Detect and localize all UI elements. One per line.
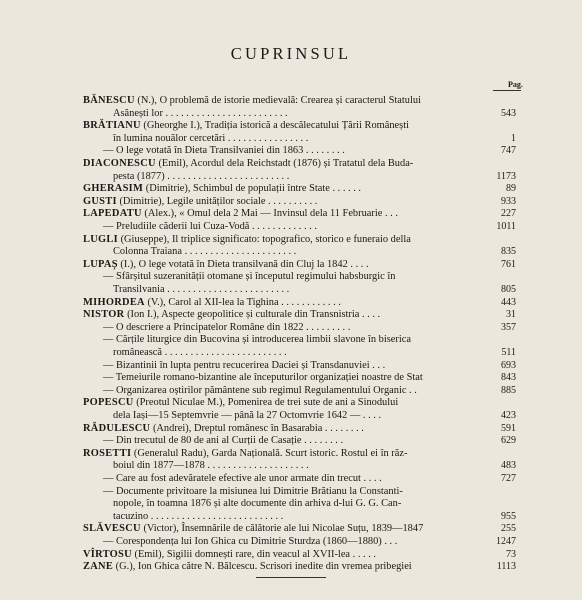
- toc-line: [0, 171, 582, 183]
- toc-title: — O lege votată în Dieta Transilvaniei din 1863 . . . . . . . .: [103, 145, 345, 157]
- toc-page-number: 73: [506, 548, 516, 560]
- toc-page-number: 1247: [496, 536, 516, 547]
- toc-entry-text: [103, 271, 395, 283]
- toc-line: [0, 234, 582, 246]
- toc-line: [0, 435, 582, 447]
- toc-entry-text: [83, 196, 317, 208]
- toc-page-number: 629: [501, 435, 516, 447]
- toc-line: [0, 385, 582, 397]
- toc-line: [0, 549, 582, 561]
- toc-entry-text: [113, 410, 381, 422]
- toc-line: [0, 360, 582, 372]
- toc-title: nopole, în toamna 1876 și alte documente din arhiva d-lui G. G. Can-: [113, 498, 402, 510]
- toc-line: [0, 120, 582, 132]
- toc-title: — Organizarea oștirilor pământene sub regimul Regulamentului Organic . .: [103, 384, 417, 396]
- toc-line: [0, 486, 582, 498]
- toc-entry-text: [113, 246, 296, 258]
- toc-entry-text: [83, 234, 411, 246]
- toc-entry-text: [113, 171, 289, 183]
- toc-page-number: 835: [501, 246, 516, 258]
- toc-line: [0, 95, 582, 107]
- toc-title: — Temeiurile romano-bizantine ale începuturilor organizației noastre de Stat: [103, 372, 423, 384]
- toc-entry-text: [83, 297, 341, 309]
- toc-line: [0, 309, 582, 321]
- toc-title: (I.), O lege votată în Dieta transilvană din Cluj la 1842 . . . .: [117, 258, 369, 270]
- toc-title: — Corespondența lui Ion Ghica cu Dimitrie Sturdza (1860—1880) . . .: [103, 536, 398, 547]
- toc-page-number: 443: [501, 296, 516, 308]
- toc-title: Colonna Traiana . . . . . . . . . . . . . . . . . . . . . .: [113, 246, 297, 258]
- toc-entry-text: [83, 523, 423, 535]
- toc-author: POPESCU: [83, 397, 134, 409]
- toc-line: [0, 523, 582, 535]
- toc-line: [0, 246, 582, 258]
- page-column-header: Pag.: [508, 80, 523, 89]
- toc-entry-text: [83, 309, 380, 321]
- toc-title: (Dimitrie), Legile unităților sociale . . . . . . . . . .: [116, 195, 318, 207]
- toc-entry-text: [83, 208, 398, 220]
- toc-title: (Emil), Sigilii domnești rare, din veacul al XVII-lea . . . . .: [131, 548, 377, 560]
- toc-line: [0, 196, 582, 208]
- toc-entry-text: [113, 284, 289, 296]
- toc-entry-text: [103, 473, 382, 485]
- toc-entry-text: [103, 360, 385, 372]
- toc-page-number: 1: [511, 132, 516, 144]
- toc-author: RĂDULESCU: [83, 422, 151, 434]
- toc-title: (Ion I.), Aspecte geopolitice și culturale din Transnistria . . . .: [124, 309, 381, 321]
- toc-page-number: 693: [501, 359, 516, 371]
- toc-author: VÎRTOSU: [83, 548, 132, 560]
- toc-page-number: 1113: [496, 561, 516, 573]
- toc-line: [0, 208, 582, 220]
- toc-line: [0, 145, 582, 157]
- toc-line: [0, 158, 582, 170]
- toc-page-number: 255: [501, 523, 516, 535]
- toc-title: (Alex.), « Omul dela 2 Mai — Invinsul dela 11 Februarie . . .: [141, 208, 398, 220]
- toc-entry-text: [103, 334, 411, 346]
- toc-author: GHERASIM: [83, 183, 144, 195]
- toc-title: (Giuseppe), Il triplice significato: topografico, storico e funeraio della: [118, 233, 411, 245]
- toc-line: [0, 297, 582, 309]
- toc-page-number: 843: [501, 372, 516, 384]
- toc-page-number: 885: [501, 384, 516, 396]
- toc-line: [0, 536, 582, 548]
- toc-entry-text: [103, 372, 423, 384]
- toc-entry-text: [103, 385, 417, 397]
- toc-title: — Din trecutul de 80 de ani al Curții de Casație . . . . . . . .: [103, 435, 344, 447]
- toc-entry-text: [113, 460, 309, 472]
- toc-title: — Care au fost adevăratele efective ale unor armate din trecut . . . .: [103, 473, 382, 484]
- toc-line: [0, 322, 582, 334]
- toc-author: LAPEDATU: [83, 208, 142, 220]
- page-title: CUPRINSUL: [230, 44, 352, 63]
- toc-title: — Bizantinii în lupta pentru recucerirea Daciei și Transdanuviei . . .: [103, 359, 386, 371]
- toc-title: tacuzino . . . . . . . . . . . . . . . . . . . . . . . . . .: [113, 510, 284, 522]
- toc-entry-text: [83, 448, 407, 460]
- toc-line: [0, 284, 582, 296]
- toc-page-number: 89: [506, 183, 516, 195]
- toc-entry-text: [113, 133, 308, 145]
- toc-author: BĂNESCU: [83, 95, 135, 106]
- toc-title: Asănești lor . . . . . . . . . . . . . . . . . . . . . . . .: [113, 107, 288, 119]
- toc-title: (Andrei), Dreptul românesc în Basarabia . . . . . . . .: [150, 422, 364, 434]
- toc-entry-text: [113, 347, 287, 359]
- toc-entry-text: [103, 486, 403, 498]
- toc-title: (Victor), Însemnările de călătorie ale lui Nicolae Suțu, 1839—1847: [140, 523, 424, 535]
- toc-entry-text: [83, 259, 369, 271]
- toc-line: [0, 460, 582, 472]
- toc-line: [0, 561, 582, 573]
- toc-entry-text: [83, 423, 364, 435]
- toc-author: LUPAȘ: [83, 258, 118, 270]
- toc-title: — Sfârșitul suzeranității otomane și începutul regimului habsburgic în: [103, 271, 396, 283]
- toc-page-number: 227: [501, 208, 516, 220]
- toc-title: dela Iași—15 Septemvrie — până la 27 Octomvrie 1642 — . . . .: [113, 410, 382, 421]
- toc-title: — Documente privitoare la misiunea lui Dimitrie Brătianu la Constanti-: [103, 485, 403, 497]
- toc-entry-text: [113, 108, 288, 120]
- toc-title: boiul din 1877—1878 . . . . . . . . . . . . . . . . . . . .: [113, 460, 309, 472]
- toc-title: (Emil), Acordul dela Reichstadt (1876) și Tratatul dela Buda-: [155, 158, 414, 169]
- toc-author: DIACONESCU: [83, 158, 156, 169]
- toc-line: [0, 259, 582, 271]
- toc-line: [0, 498, 582, 510]
- toc-page-number: 423: [501, 410, 516, 421]
- toc-title: (Dimitrie), Schimbul de populații între State . . . . . .: [143, 183, 362, 195]
- toc-entry-text: [103, 322, 350, 334]
- toc-line: [0, 397, 582, 409]
- toc-entry-text: [103, 221, 317, 233]
- toc-entry-text: [83, 183, 361, 195]
- toc-entry-text: [103, 536, 397, 548]
- toc-entry-text: [113, 511, 283, 523]
- page-column-rule: [493, 90, 521, 91]
- toc-author: ROSETTI: [83, 447, 132, 459]
- toc-title: pesta (1877) . . . . . . . . . . . . . . . . . . . . . . . .: [113, 170, 290, 182]
- toc-title: (Preotul Niculae M.), Pomenirea de trei sute de ani a Sinodului: [133, 397, 399, 409]
- toc-author: ZANE: [83, 561, 114, 573]
- toc-title: (Generalul Radu), Garda Națională. Scurt istoric. Rostul ei în răz-: [131, 447, 408, 459]
- toc-entry-text: [83, 95, 421, 107]
- toc-line: [0, 511, 582, 523]
- toc-page-number: 1173: [496, 170, 516, 182]
- toc-line: [0, 473, 582, 485]
- toc-title: românească . . . . . . . . . . . . . . . . . . . . . . . .: [113, 347, 287, 358]
- toc-author: GUSTI: [83, 195, 117, 207]
- toc-page-number: 1011: [496, 221, 516, 232]
- toc-page-number: 483: [501, 460, 516, 472]
- toc-author: SLĂVESCU: [83, 523, 141, 535]
- toc-title: (N.), O problemă de istorie medievală: Crearea și caracterul Statului: [134, 95, 421, 106]
- toc-title: în lumina nouălor cercetări . . . . . . . . . . . . . . . .: [113, 132, 309, 144]
- toc-entry-text: [103, 435, 343, 447]
- toc-line: [0, 221, 582, 233]
- toc-line: [0, 423, 582, 435]
- toc-page-number: 511: [501, 347, 516, 358]
- toc-page-number: 727: [501, 473, 516, 484]
- toc-author: BRĂTIANU: [83, 120, 141, 132]
- toc-line: [0, 448, 582, 460]
- toc-line: [0, 183, 582, 195]
- toc-page-number: 933: [501, 195, 516, 207]
- toc-title: (G.), Ion Ghica către N. Bălcescu. Scrisori inedite din vremea pribegiei: [113, 561, 412, 573]
- toc-title: — O descriere a Principatelor Române din 1822 . . . . . . . . .: [103, 321, 351, 333]
- toc-line: [0, 108, 582, 120]
- toc-entry-text: [113, 498, 401, 510]
- toc-line: [0, 334, 582, 346]
- toc-line: [0, 410, 582, 422]
- toc-entry-text: [103, 145, 345, 157]
- toc-page-number: 543: [501, 107, 516, 119]
- toc-author: MIHORDEA: [83, 296, 145, 308]
- toc-title: — Preludiile căderii lui Cuza-Vodă . . . . . . . . . . . . .: [103, 221, 317, 232]
- toc-page-number: 591: [501, 422, 516, 434]
- toc-page-number: 357: [501, 321, 516, 333]
- toc-entry-text: [83, 397, 398, 409]
- toc-page-number: 761: [501, 258, 516, 270]
- toc-entry-text: [83, 549, 376, 561]
- toc-page-number: 805: [501, 284, 516, 295]
- toc-page-number: 747: [501, 145, 516, 157]
- toc-line: [0, 347, 582, 359]
- toc-entry-text: [83, 158, 413, 170]
- toc-title: Transilvania . . . . . . . . . . . . . . . . . . . . . . . .: [113, 284, 290, 295]
- toc-author: NISTOR: [83, 309, 125, 321]
- toc-entry-text: [83, 120, 409, 132]
- toc-page-number: 31: [506, 309, 516, 321]
- toc-title: (V.), Carol al XII-lea la Tighina . . . . . . . . . . . .: [144, 296, 341, 308]
- toc-page-number: 955: [501, 510, 516, 522]
- toc-title: — Cărțile liturgice din Bucovina și introducerea limbii slavone în biserica: [103, 334, 411, 346]
- toc-entry-text: [83, 561, 412, 573]
- bottom-divider: [256, 577, 326, 578]
- toc-author: LUGLI: [83, 233, 118, 245]
- toc-line: [0, 133, 582, 145]
- toc-line: [0, 372, 582, 384]
- toc-line: [0, 271, 582, 283]
- toc-title: (Gheorghe I.), Tradiția istorică a descălecatului Țării Românești: [140, 120, 409, 132]
